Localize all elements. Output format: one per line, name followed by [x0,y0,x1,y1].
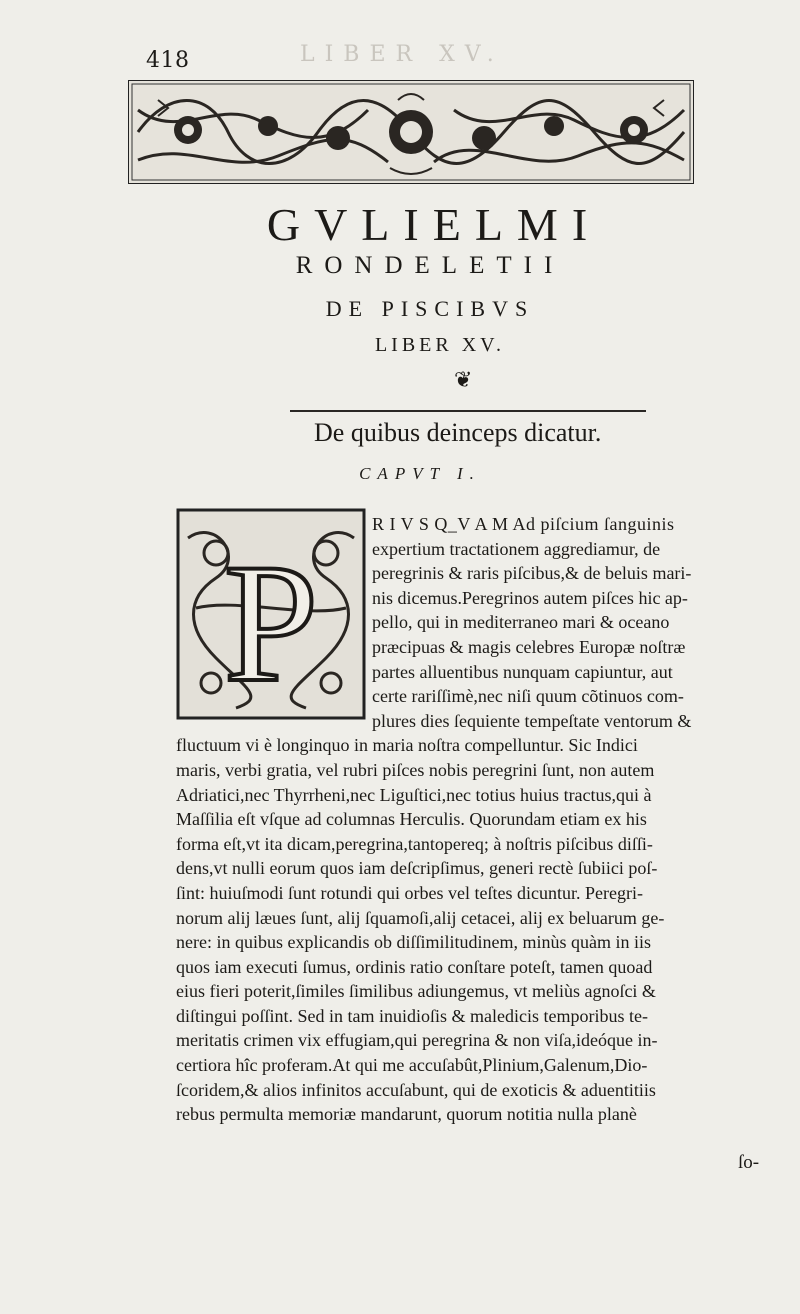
text-line: quos iam executi ſumus, ordinis ratio conſtare poteſt, tamen quoad [176,956,653,977]
leaf-mark: ❦ [454,368,473,393]
body-text [176,512,766,1127]
text-line: rebus permulta memoriæ mandarunt, quorum notitia nulla planè [176,1104,637,1125]
text-line: ſcoridem,& alios infinitos accuſabunt, qui de exoticis & aduentitiis [176,1079,656,1100]
text-line: R I V S Q_V A M Ad piſcium ſanguinis [372,514,675,534]
title-book: LIBER XV. [374,334,506,356]
text-line: certiora hîc proferam.At qui me accuſabût,Plinium,Galenum,Dio- [176,1055,648,1076]
text-line: Maſſilia eſt vſque ad columnas Herculis. Quorundam etiam ex his [176,809,647,830]
title-author: RONDELETII [295,252,565,279]
bleed-through-header: LIBER XV. [300,42,504,67]
svg-text:P: P [223,529,319,717]
title-main: GVLIELMI [266,199,602,250]
text-line: peregrinis & raris piſcibus,& de beluis mari- [372,563,692,584]
caput-heading: CAPVT I. [359,464,481,483]
text-line: forma eſt,vt ita dicam,peregrina,tantopereq; à noſtris piſcibus diſſi- [176,833,653,854]
page-number: 418 [146,48,190,73]
text-line: diſtingui poſſint. Sed in tam inuidioſis & maledicis temporibus te- [176,1005,648,1026]
text-line: pello, qui in mediterraneo mari & oceano [372,612,670,633]
woodcut-ornament-band [128,80,694,184]
text-line: meritatis crimen vix effugiam,qui peregrina & non viſa,ideóque in- [176,1030,658,1051]
chapter-title: De quibus deinceps dicatur. [314,418,602,447]
text-line: partes alluentibus nunquam capiuntur, aut [372,661,673,682]
text-line: fluctuum vi è longinquo in maria noſtra compelluntur. Sic Indici [176,735,638,756]
text-line: ſint: huiuſmodi ſunt rotundi qui orbes vel teſtes dicuntur. Peregri- [176,882,643,903]
text-line: eius fieri poterit,ſimiles ſimilibus adiungemus, vt meliùs agnoſci & [176,981,656,1002]
text-line: norum alij læues ſunt, alij ſquamoſi,alij cetacei, alij ex beluarum ge- [176,907,665,928]
title-work: DE PISCIBVS [325,296,535,321]
text-line: nis dicemus.Peregrinos autem piſces hic ap- [372,587,688,608]
text-line: nere: in quibus explicandis ob diſſimilitudinem, minùs quàm in iis [176,932,651,953]
title-rule [290,410,646,412]
text-line: expertium tractationem aggrediamur, de [372,538,661,559]
text-line: maris, verbi gratia, vel rubri piſces nobis peregrini ſunt, non autem [176,759,655,780]
text-line: Adriatici,nec Thyrrheni,nec Liguſtici,nec totius huius tractus,qui à [176,784,652,805]
text-line: dens,vt nulli eorum quos iam deſcripſimus, generi rectè ſubiici poſ- [176,858,658,879]
text-line: certe rariſſimè,nec niſi quum cõtinuos com- [372,686,684,707]
text-line: præcipuas & magis celebres Europæ noſtræ [372,636,686,657]
catchword: ſo- [738,1152,760,1173]
text-line: plures dies ſequiente tempeſtate ventorum & [372,710,692,731]
